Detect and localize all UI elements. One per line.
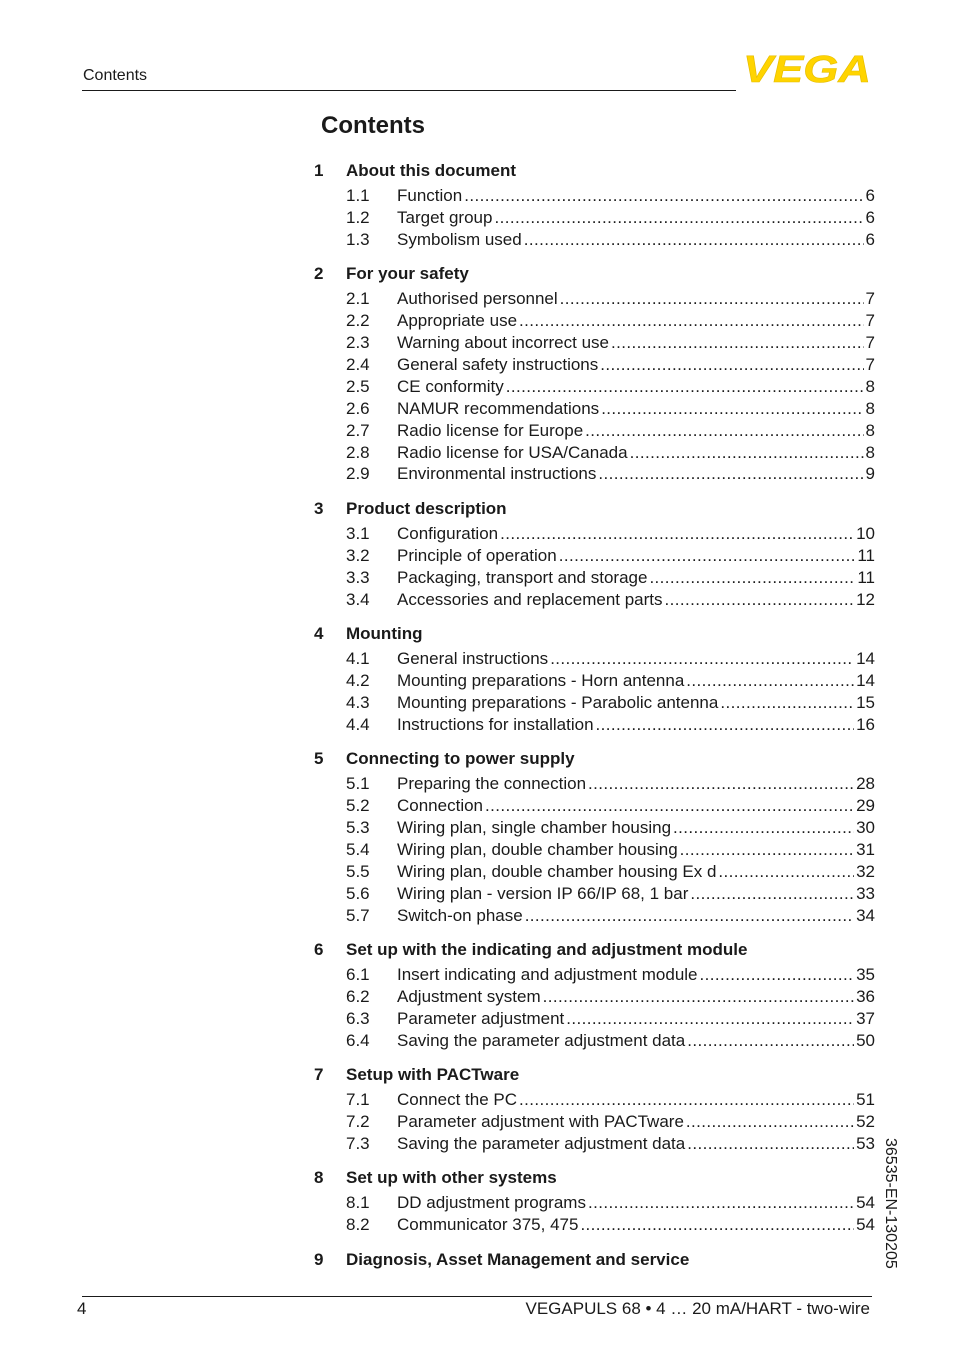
toc-chapter	[314, 1249, 875, 1271]
dot-leader	[718, 861, 854, 883]
dot-leader	[519, 1089, 854, 1111]
dot-leader	[519, 310, 864, 332]
entry-page-number: 7	[865, 289, 875, 309]
dot-leader	[700, 964, 855, 986]
toc-entry[interactable]	[314, 648, 875, 670]
footer-product-name: VEGAPULS 68 • 4 … 20 mA/HART - two-wire	[525, 1299, 870, 1318]
vega-logo	[742, 52, 872, 84]
chapter-title: Diagnosis, Asset Management and service	[346, 1249, 690, 1269]
chapter-title: About this document	[346, 161, 516, 180]
toc-entry[interactable]	[314, 1111, 875, 1133]
toc-entry[interactable]	[314, 523, 875, 545]
entry-page-number: 50	[856, 1030, 875, 1050]
entry-number: 1.3	[346, 229, 370, 249]
entry-number: 7.2	[346, 1112, 370, 1132]
toc-entry[interactable]	[314, 185, 875, 207]
entry-page-number: 7	[865, 354, 875, 374]
entry-title: Mounting preparations - Horn antenna	[397, 670, 685, 690]
chapter-number: 5	[314, 749, 324, 769]
chapter-title: Product description	[346, 498, 507, 518]
dot-leader	[559, 545, 856, 567]
entry-title: Target group	[397, 207, 493, 227]
toc-entry[interactable]	[314, 207, 875, 229]
entry-page-number: 7	[865, 333, 875, 353]
entry-page-number: 54	[856, 1193, 875, 1213]
entry-page-number: 8	[865, 376, 875, 396]
toc-chapter	[314, 939, 875, 1052]
toc-entry[interactable]	[314, 1133, 875, 1155]
dot-leader	[687, 1133, 854, 1155]
entry-title: Accessories and replacement parts	[397, 589, 663, 609]
toc-entry[interactable]	[314, 1030, 875, 1052]
dot-leader	[665, 589, 855, 611]
dot-leader	[585, 420, 863, 442]
entry-page-number: 6	[865, 186, 875, 205]
toc-entry[interactable]	[314, 463, 875, 485]
chapter-number: 2	[314, 264, 324, 284]
entry-page-number: 9	[865, 464, 875, 484]
dot-leader	[720, 692, 854, 714]
toc-entry[interactable]	[314, 442, 875, 464]
chapter-number: 1	[314, 161, 324, 180]
toc-entry[interactable]	[314, 773, 875, 795]
toc-entry[interactable]	[314, 839, 875, 861]
entry-number: 2.6	[346, 398, 370, 418]
chapter-number: 7	[314, 1065, 324, 1085]
entry-page-number: 30	[856, 817, 875, 837]
entry-number: 3.4	[346, 589, 370, 609]
toc-entry[interactable]	[314, 986, 875, 1008]
toc-entry[interactable]	[314, 1008, 875, 1030]
dot-leader	[630, 442, 864, 464]
entry-number: 1.1	[346, 186, 370, 205]
entry-page-number: 52	[856, 1112, 875, 1132]
toc-entry[interactable]	[314, 795, 875, 817]
dot-leader	[596, 714, 855, 736]
entry-number: 6.3	[346, 1008, 370, 1028]
entry-page-number: 14	[856, 670, 875, 690]
dot-leader	[580, 1214, 854, 1236]
entry-page-number: 32	[856, 861, 875, 881]
toc-chapter-heading[interactable]	[314, 939, 875, 961]
entry-title: Wiring plan, single chamber housing	[397, 817, 672, 837]
toc-entry[interactable]	[314, 229, 875, 251]
toc-entry[interactable]	[314, 376, 875, 398]
toc-chapter-heading[interactable]	[314, 1064, 875, 1086]
entry-title: Radio license for Europe	[397, 420, 584, 440]
entry-number: 5.2	[346, 796, 370, 816]
dot-leader	[686, 1111, 854, 1133]
entry-number: 2.5	[346, 376, 370, 396]
entry-title: Insert indicating and adjustment module	[397, 965, 698, 985]
chapter-title: Setup with PACTware	[346, 1065, 520, 1085]
entry-page-number: 6	[865, 207, 875, 227]
entry-page-number: 11	[857, 545, 875, 565]
chapter-title: Set up with other systems	[346, 1168, 557, 1188]
dot-leader	[687, 1030, 854, 1052]
chapter-title: For your safety	[346, 264, 469, 284]
entry-number: 5.7	[346, 905, 370, 925]
entry-number: 3.3	[346, 567, 370, 587]
toc-entry[interactable]	[314, 964, 875, 986]
header-divider	[82, 90, 736, 91]
toc-entry[interactable]	[314, 714, 875, 736]
dot-leader	[464, 185, 863, 207]
entry-title: General safety instructions	[397, 354, 599, 374]
toc-entry[interactable]	[314, 1214, 875, 1236]
chapter-number: 6	[314, 940, 324, 960]
toc-entry[interactable]	[314, 332, 875, 354]
entry-number: 5.3	[346, 817, 370, 837]
chapter-number: 8	[314, 1168, 324, 1188]
entry-title: Radio license for USA/Canada	[397, 442, 628, 462]
toc-entry[interactable]	[314, 288, 875, 310]
entry-number: 2.1	[346, 289, 370, 309]
toc-entry[interactable]	[314, 692, 875, 714]
header-section-label: Contents	[83, 67, 148, 84]
entry-page-number: 37	[856, 1008, 875, 1028]
dot-leader	[485, 795, 854, 817]
entry-page-number: 11	[857, 567, 875, 587]
footer-page-number: 4	[77, 1299, 87, 1318]
toc-entry[interactable]	[314, 1192, 875, 1214]
toc-entry[interactable]	[314, 883, 875, 905]
entry-number: 2.8	[346, 442, 370, 462]
toc-chapter	[314, 263, 875, 485]
entry-page-number: 14	[856, 649, 875, 669]
entry-title: Authorised personnel	[397, 289, 558, 309]
dot-leader	[649, 567, 855, 589]
dot-leader	[566, 1008, 854, 1030]
entry-page-number: 6	[865, 229, 875, 249]
entry-number: 5.1	[346, 774, 370, 794]
toc-entry[interactable]	[314, 589, 875, 611]
entry-number: 4.3	[346, 692, 370, 712]
entry-title: Switch-on phase	[397, 905, 523, 925]
toc-chapter-heading[interactable]	[314, 160, 875, 182]
dot-leader	[524, 229, 864, 251]
entry-number: 5.4	[346, 839, 370, 859]
entry-page-number: 12	[856, 589, 875, 609]
dot-leader	[560, 288, 864, 310]
logo-text: VEGA	[743, 52, 871, 84]
entry-title: Instructions for installation	[397, 714, 594, 734]
entry-number: 1.2	[346, 207, 370, 227]
toc-entry[interactable]	[314, 861, 875, 883]
entry-title: Wiring plan, double chamber housing	[397, 839, 678, 859]
entry-title: DD adjustment programs	[397, 1193, 586, 1213]
chapter-title: Connecting to power supply	[346, 749, 575, 769]
toc-chapter-heading[interactable]	[314, 263, 875, 285]
dot-leader	[673, 817, 854, 839]
entry-number: 2.7	[346, 420, 370, 440]
chapter-title: Mounting	[346, 624, 423, 644]
entry-title: Appropriate use	[397, 311, 518, 331]
entry-title: Environmental instructions	[397, 464, 597, 484]
entry-title: Mounting preparations - Parabolic antenna	[397, 692, 719, 712]
chapter-title: Set up with the indicating and adjustment module	[346, 940, 748, 960]
entry-number: 3.1	[346, 523, 370, 543]
entry-number: 2.2	[346, 311, 370, 331]
entry-number: 5.6	[346, 883, 370, 903]
entry-number: 4.4	[346, 714, 370, 734]
chapter-number: 9	[314, 1249, 324, 1269]
entry-title: Configuration	[397, 523, 499, 543]
toc-entry[interactable]	[314, 817, 875, 839]
dot-leader	[598, 463, 863, 485]
dot-leader	[600, 354, 863, 376]
toc-chapter	[314, 498, 875, 611]
dot-leader	[611, 332, 864, 354]
entry-number: 5.5	[346, 861, 370, 881]
entry-number: 7.3	[346, 1133, 370, 1153]
entry-number: 4.1	[346, 649, 370, 669]
entry-title: CE conformity	[397, 376, 504, 396]
dot-leader	[588, 1192, 854, 1214]
toc-entry[interactable]	[314, 545, 875, 567]
toc-chapter-heading[interactable]	[314, 1167, 875, 1189]
entry-page-number: 36	[856, 986, 875, 1006]
dot-leader	[601, 398, 863, 420]
chapter-number: 4	[314, 624, 324, 644]
entry-page-number: 51	[856, 1090, 875, 1110]
entry-page-number: 28	[856, 774, 875, 794]
footer-divider	[82, 1296, 872, 1297]
entry-title: Warning about incorrect use	[397, 333, 609, 353]
dot-leader	[543, 986, 854, 1008]
entry-page-number: 7	[865, 311, 875, 331]
dot-leader	[525, 905, 854, 927]
entry-title: Parameter adjustment with PACTware	[397, 1112, 684, 1132]
entry-title: Communicator 375, 475	[397, 1215, 579, 1235]
entry-number: 7.1	[346, 1090, 370, 1110]
entry-title: Connect the PC	[397, 1090, 518, 1110]
entry-page-number: 16	[856, 714, 875, 734]
toc-entry[interactable]	[314, 670, 875, 692]
toc-entry[interactable]	[314, 1089, 875, 1111]
dot-leader	[494, 207, 863, 229]
entry-title: NAMUR recommendations	[397, 398, 600, 418]
toc-entry[interactable]	[314, 398, 875, 420]
entry-title: Adjustment system	[397, 986, 541, 1006]
entry-number: 8.1	[346, 1193, 370, 1213]
entry-page-number: 8	[865, 442, 875, 462]
dot-leader	[588, 773, 854, 795]
entry-title: Saving the parameter adjustment data	[397, 1030, 686, 1050]
entry-page-number: 31	[856, 839, 875, 859]
entry-page-number: 53	[856, 1133, 875, 1153]
page-title: Contents	[321, 112, 425, 139]
entry-title: Saving the parameter adjustment data	[397, 1133, 686, 1153]
entry-title: Connection	[397, 796, 484, 816]
toc-chapter	[314, 1064, 875, 1155]
entry-page-number: 29	[856, 796, 875, 816]
entry-title: Packaging, transport and storage	[397, 567, 648, 587]
entry-number: 3.2	[346, 545, 370, 565]
entry-page-number: 54	[856, 1215, 875, 1235]
entry-title: Parameter adjustment	[397, 1008, 565, 1028]
dot-leader	[686, 670, 854, 692]
toc-entry[interactable]	[314, 310, 875, 332]
toc-entry[interactable]	[314, 420, 875, 442]
toc-entry[interactable]	[314, 354, 875, 376]
entry-number: 4.2	[346, 670, 370, 690]
entry-number: 2.9	[346, 464, 370, 484]
entry-title: Function	[397, 186, 463, 205]
toc-entry[interactable]	[314, 567, 875, 589]
entry-number: 2.3	[346, 333, 370, 353]
entry-number: 6.2	[346, 986, 370, 1006]
toc-entry[interactable]	[314, 905, 875, 927]
toc-chapter	[314, 160, 875, 251]
entry-title: General instructions	[397, 649, 549, 669]
toc-chapter-heading[interactable]	[314, 623, 875, 645]
entry-title: Symbolism used	[397, 229, 522, 249]
document-code: 36535-EN-130205	[882, 1138, 899, 1269]
entry-title: Preparing the connection	[397, 774, 587, 794]
dot-leader	[500, 523, 854, 545]
entry-title: Principle of operation	[397, 545, 557, 565]
entry-page-number: 34	[856, 905, 875, 925]
entry-page-number: 15	[856, 692, 875, 712]
entry-title: Wiring plan, double chamber housing Ex d	[397, 861, 717, 881]
toc-chapter	[314, 1167, 875, 1236]
toc-chapter-heading[interactable]	[314, 498, 875, 520]
dot-leader	[550, 648, 854, 670]
entry-page-number: 8	[865, 420, 875, 440]
entry-title: Wiring plan - version IP 66/IP 68, 1 bar	[397, 883, 689, 903]
dot-leader	[690, 883, 854, 905]
dot-leader	[506, 376, 864, 398]
entry-page-number: 8	[865, 398, 875, 418]
entry-page-number: 35	[856, 965, 875, 985]
entry-page-number: 10	[856, 523, 875, 543]
entry-number: 2.4	[346, 354, 370, 374]
entry-page-number: 33	[856, 883, 875, 903]
toc-chapter	[314, 623, 875, 736]
toc-chapter-heading[interactable]	[314, 748, 875, 770]
toc-chapter	[314, 748, 875, 926]
chapter-number: 3	[314, 498, 324, 518]
dot-leader	[680, 839, 854, 861]
toc-chapter-heading[interactable]	[314, 1249, 875, 1271]
entry-number: 6.1	[346, 965, 370, 985]
entry-number: 8.2	[346, 1215, 370, 1235]
table-of-contents	[314, 160, 875, 1274]
entry-number: 6.4	[346, 1030, 370, 1050]
